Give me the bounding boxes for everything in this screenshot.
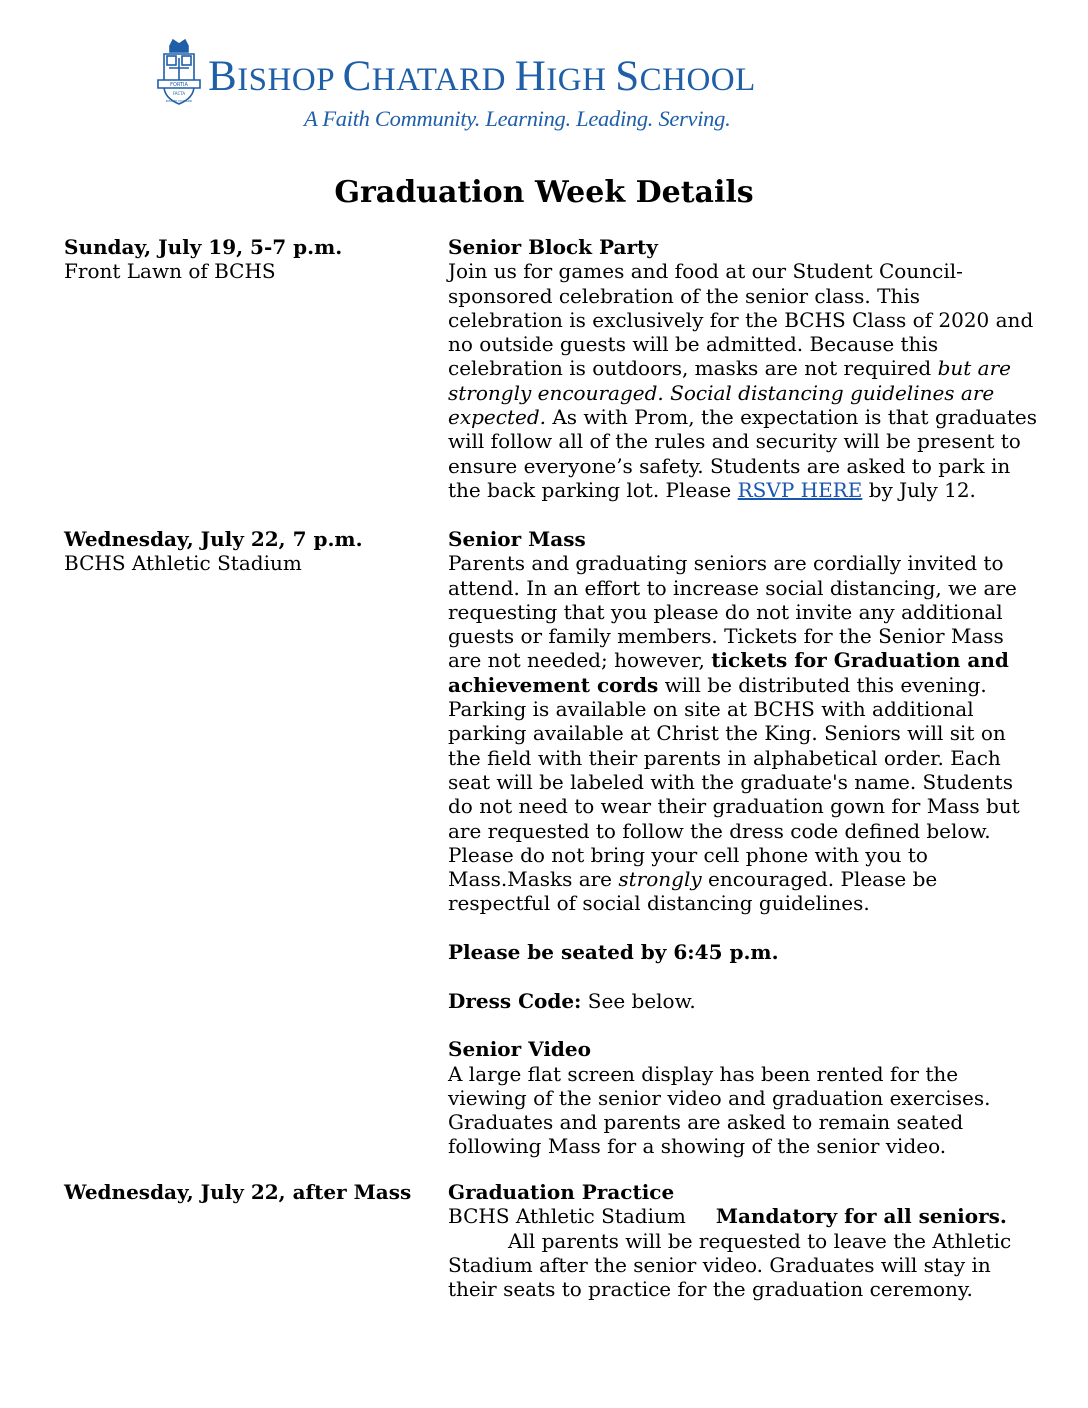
event-location: BCHS Athletic Stadium [448, 1204, 686, 1229]
page-title: Graduation Week Details [334, 175, 754, 210]
event-date: Sunday, July 19, 5-7 p.m. [64, 235, 343, 259]
event-description: All parents will be requested to leave the Athletic Stadium after the senior video. Graduates will stay in their seats to practice for the graduation ceremony. [448, 1228, 1012, 1302]
mandatory-note: Mandatory for all seniors. [715, 1204, 1007, 1229]
event-details [448, 235, 1038, 502]
school-name: BISHOP CHATARD HIGH SCHOOL [208, 53, 756, 100]
letterhead [0, 0, 1088, 150]
event-when [64, 1180, 444, 1204]
rsvp-link[interactable]: RSVP HERE [737, 477, 863, 502]
event-when [64, 235, 444, 284]
event-details [448, 1180, 1038, 1301]
event-heading: Senior Mass [448, 527, 586, 551]
event-location: Front Lawn of BCHS [64, 259, 276, 284]
senior-video-heading: Senior Video [448, 1037, 591, 1062]
crest-motto-2: FACTA [172, 91, 186, 96]
event-description: Parents and graduating seniors are cordially invited to attend. In an effort to increase social distancing, we are requesting that you please do not invite any additional guests or family members. Tickets for the Senior Mass are not needed; however, tickets for Graduation and achievement cords will be distributed this evening. Parking is available on site at BCHS with additional parking available at Christ the King. Seniors will sit on the field with their parents in alphabetical order. Each seat will be labeled with the graduate's name. Students do not need to wear their graduation gown for Mass but are requested to follow the dress code defined below. Please do not bring your cell phone with you to Mass.Masks are strongly encouraged. Please be respectful of social distancing guidelines. [448, 551, 1020, 916]
school-tagline: A Faith Community. Learning. Leading. Serving. [304, 106, 731, 131]
event-heading: Senior Block Party [448, 235, 658, 259]
event-details [448, 527, 1038, 1159]
event-date: Wednesday, July 22, after Mass [64, 1180, 412, 1204]
event-location-line [448, 1204, 1038, 1228]
crest-banner: BISHOP CHATARD [165, 99, 193, 103]
dress-code: Dress Code: See below. [448, 988, 696, 1013]
event-date: Wednesday, July 22, 7 p.m. [64, 527, 363, 551]
senior-video-description: A large flat screen display has been rented for the viewing of the senior video and graduation exercises. Graduates and parents are asked to remain seated following Mass for a showing of the senior video. [448, 1061, 991, 1159]
school-crest-icon [156, 36, 202, 106]
seating-time: Please be seated by 6:45 p.m. [448, 940, 779, 965]
event-location: BCHS Athletic Stadium [64, 551, 302, 576]
crest-motto: FORTIA [170, 82, 188, 88]
event-when [64, 527, 444, 576]
event-description: Join us for games and food at our Student Council-sponsored celebration of the senior class. This celebration is exclusively for the BCHS Class of 2020 and no outside guests will be admitted. Because this celebration is outdoors, masks are not required but are strongly encouraged. Social distancing guidelines are expected. As with Prom, the expectation is that graduates will follow all of the rules and security will be present to ensure everyone’s safety. Students are asked to park in the back parking lot. Please RSVP HERE by July 12. [448, 259, 1037, 502]
event-heading: Graduation Practice [448, 1180, 675, 1204]
